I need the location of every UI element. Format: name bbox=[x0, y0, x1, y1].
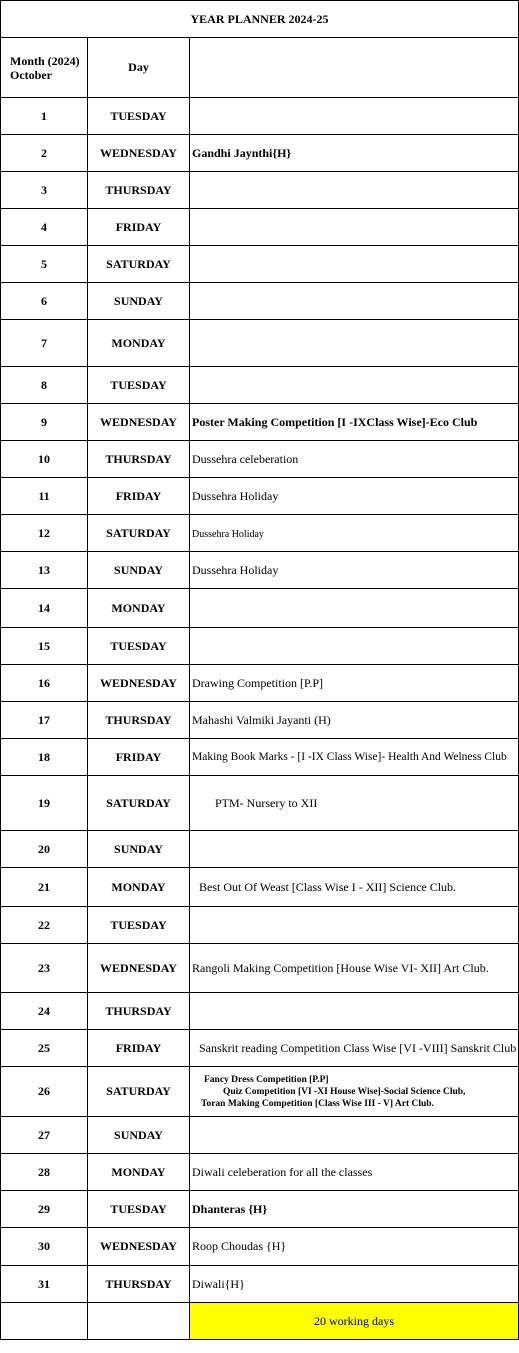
event-text: Mahashi Valmiki Jayanti (H) bbox=[192, 712, 331, 727]
event-line: Toran Making Competition [Class Wise III - V] Art Club. bbox=[201, 1098, 434, 1109]
event-text: Dussehra Holiday bbox=[192, 528, 264, 540]
table-row bbox=[1, 552, 519, 589]
table-row bbox=[1, 1030, 519, 1067]
day-cell: SUNDAY bbox=[88, 1117, 190, 1154]
table-row bbox=[1, 135, 519, 172]
working-days-summary: 20 working days bbox=[190, 1303, 519, 1340]
month-header bbox=[1, 38, 88, 98]
table-row bbox=[1, 1154, 519, 1191]
date-cell: 27 bbox=[1, 1117, 88, 1154]
table-row bbox=[1, 367, 519, 404]
event-cell bbox=[190, 1191, 519, 1228]
event-cell bbox=[190, 478, 519, 515]
table-row bbox=[1, 739, 519, 776]
events-header bbox=[190, 38, 519, 98]
table-row bbox=[1, 1191, 519, 1228]
date-cell: 30 bbox=[1, 1228, 88, 1266]
day-cell: SATURDAY bbox=[88, 776, 190, 831]
day-cell: MONDAY bbox=[88, 589, 190, 628]
day-cell: THURSDAY bbox=[88, 1266, 190, 1303]
event-text: Poster Making Competition [I -IXClass Wise]-Eco Club bbox=[192, 414, 478, 429]
event-cell bbox=[190, 515, 519, 552]
table-row bbox=[1, 628, 519, 665]
event-cell bbox=[190, 1266, 519, 1303]
event-text: Roop Choudas {H} bbox=[192, 1239, 287, 1253]
day-cell: TUESDAY bbox=[88, 98, 190, 135]
day-cell: TUESDAY bbox=[88, 1191, 190, 1228]
table-row bbox=[1, 589, 519, 628]
table-row bbox=[1, 441, 519, 478]
date-cell: 16 bbox=[1, 665, 88, 702]
date-cell: 4 bbox=[1, 209, 88, 246]
event-cell bbox=[190, 98, 519, 135]
table-row bbox=[1, 665, 519, 702]
event-cell bbox=[190, 209, 519, 246]
date-cell: 29 bbox=[1, 1191, 88, 1228]
event-text: Sanskrit reading Competition Class Wise [VI -VIII] Sanskrit Club bbox=[199, 1040, 517, 1055]
event-text: Best Out Of Weast [Class Wise I - XII] Science Club. bbox=[199, 879, 457, 894]
table-row bbox=[1, 1117, 519, 1154]
table-row bbox=[1, 320, 519, 367]
date-cell: 2 bbox=[1, 135, 88, 172]
day-cell: THURSDAY bbox=[88, 172, 190, 209]
table-row bbox=[1, 209, 519, 246]
date-cell: 18 bbox=[1, 739, 88, 776]
day-cell: SUNDAY bbox=[88, 283, 190, 320]
event-cell bbox=[190, 1154, 519, 1191]
header-row bbox=[1, 38, 519, 98]
event-text: Dussehra celeberation bbox=[192, 451, 299, 466]
event-cell bbox=[190, 907, 519, 944]
table-row bbox=[1, 907, 519, 944]
day-cell: TUESDAY bbox=[88, 367, 190, 404]
date-cell: 19 bbox=[1, 776, 88, 831]
date-cell: 22 bbox=[1, 907, 88, 944]
date-cell: 12 bbox=[1, 515, 88, 552]
event-text: PTM- Nursery to XII bbox=[215, 795, 318, 810]
day-cell: SATURDAY bbox=[88, 515, 190, 552]
event-cell bbox=[190, 628, 519, 665]
event-text: Diwali{H} bbox=[192, 1276, 245, 1291]
day-cell: FRIDAY bbox=[88, 1030, 190, 1067]
table-row bbox=[1, 1067, 519, 1117]
event-text: Making Book Marks - [I -IX Class Wise]- Health And Welness Club bbox=[192, 751, 507, 763]
event-text: Drawing Competition [P.P] bbox=[192, 675, 323, 690]
day-header: Day bbox=[88, 38, 190, 98]
table-row bbox=[1, 1266, 519, 1303]
date-cell: 21 bbox=[1, 868, 88, 907]
event-cell bbox=[190, 172, 519, 209]
day-cell: SUNDAY bbox=[88, 831, 190, 868]
event-cell bbox=[190, 702, 519, 739]
event-text: Dussehra Holiday bbox=[192, 488, 279, 503]
event-cell bbox=[190, 739, 519, 776]
date-cell: 8 bbox=[1, 367, 88, 404]
table-row bbox=[1, 993, 519, 1030]
day-cell: WEDNESDAY bbox=[88, 135, 190, 172]
table-row bbox=[1, 172, 519, 209]
table-row bbox=[1, 515, 519, 552]
empty-cell bbox=[88, 1303, 190, 1340]
event-cell bbox=[190, 283, 519, 320]
event-cell bbox=[190, 320, 519, 367]
event-cell bbox=[190, 552, 519, 589]
table-row bbox=[1, 283, 519, 320]
day-cell: THURSDAY bbox=[88, 702, 190, 739]
event-text: Gandhi Jaynthi{H} bbox=[192, 145, 292, 160]
event-cell bbox=[190, 589, 519, 628]
date-cell: 14 bbox=[1, 589, 88, 628]
day-cell: WEDNESDAY bbox=[88, 404, 190, 441]
day-cell: WEDNESDAY bbox=[88, 665, 190, 702]
event-cell bbox=[190, 665, 519, 702]
day-cell: MONDAY bbox=[88, 1154, 190, 1191]
day-cell: FRIDAY bbox=[88, 209, 190, 246]
day-cell: TUESDAY bbox=[88, 628, 190, 665]
day-cell: MONDAY bbox=[88, 320, 190, 367]
day-cell: WEDNESDAY bbox=[88, 944, 190, 993]
event-cell bbox=[190, 776, 519, 831]
event-cell bbox=[190, 1228, 519, 1266]
date-cell: 15 bbox=[1, 628, 88, 665]
table-row bbox=[1, 868, 519, 907]
date-cell: 6 bbox=[1, 283, 88, 320]
table-row bbox=[1, 1228, 519, 1266]
day-cell: FRIDAY bbox=[88, 739, 190, 776]
event-text: Dhanteras {H} bbox=[192, 1201, 268, 1216]
event-text: Rangoli Making Competition [House Wise VI- XII] Art Club. bbox=[192, 960, 489, 975]
event-cell bbox=[190, 993, 519, 1030]
date-cell: 23 bbox=[1, 944, 88, 993]
date-cell: 17 bbox=[1, 702, 88, 739]
date-cell: 28 bbox=[1, 1154, 88, 1191]
table-row bbox=[1, 944, 519, 993]
day-cell: THURSDAY bbox=[88, 441, 190, 478]
title-row bbox=[1, 1, 519, 38]
day-cell: FRIDAY bbox=[88, 478, 190, 515]
event-cell bbox=[190, 944, 519, 993]
table-row bbox=[1, 404, 519, 441]
table-row bbox=[1, 478, 519, 515]
event-cell bbox=[190, 246, 519, 283]
date-cell: 24 bbox=[1, 993, 88, 1030]
date-cell: 26 bbox=[1, 1067, 88, 1117]
date-cell: 20 bbox=[1, 831, 88, 868]
table-row bbox=[1, 831, 519, 868]
day-cell: SATURDAY bbox=[88, 1067, 190, 1117]
table-row bbox=[1, 246, 519, 283]
event-cell bbox=[190, 1067, 519, 1117]
table-row bbox=[1, 702, 519, 739]
day-cell: MONDAY bbox=[88, 868, 190, 907]
event-cell bbox=[190, 1030, 519, 1067]
event-text: Diwali celeberation for all the classes bbox=[192, 1164, 373, 1179]
day-cell: SUNDAY bbox=[88, 552, 190, 589]
month-header-year: Month (2024) bbox=[10, 53, 80, 68]
date-cell: 31 bbox=[1, 1266, 88, 1303]
event-cell bbox=[190, 868, 519, 907]
event-cell bbox=[190, 831, 519, 868]
month-header-month: October bbox=[10, 67, 52, 82]
event-cell bbox=[190, 1117, 519, 1154]
table-row bbox=[1, 98, 519, 135]
day-cell: TUESDAY bbox=[88, 907, 190, 944]
empty-cell bbox=[1, 1303, 88, 1340]
summary-row bbox=[1, 1303, 519, 1340]
date-cell: 7 bbox=[1, 320, 88, 367]
date-cell: 25 bbox=[1, 1030, 88, 1067]
day-cell: WEDNESDAY bbox=[88, 1228, 190, 1266]
table-row bbox=[1, 776, 519, 831]
event-text: Dussehra Holiday bbox=[192, 562, 279, 577]
planner-title: YEAR PLANNER 2024-25 bbox=[1, 1, 519, 38]
date-cell: 3 bbox=[1, 172, 88, 209]
event-cell bbox=[190, 135, 519, 172]
date-cell: 11 bbox=[1, 478, 88, 515]
day-cell: SATURDAY bbox=[88, 246, 190, 283]
event-line: Quiz Competition [VI -XI House Wise]-Social Science Club, bbox=[223, 1086, 466, 1097]
event-cell bbox=[190, 367, 519, 404]
date-cell: 10 bbox=[1, 441, 88, 478]
event-cell bbox=[190, 404, 519, 441]
date-cell: 5 bbox=[1, 246, 88, 283]
date-cell: 13 bbox=[1, 552, 88, 589]
event-line: Fancy Dress Competition [P.P] bbox=[204, 1074, 329, 1085]
event-cell bbox=[190, 441, 519, 478]
date-cell: 1 bbox=[1, 98, 88, 135]
day-cell: THURSDAY bbox=[88, 993, 190, 1030]
date-cell: 9 bbox=[1, 404, 88, 441]
